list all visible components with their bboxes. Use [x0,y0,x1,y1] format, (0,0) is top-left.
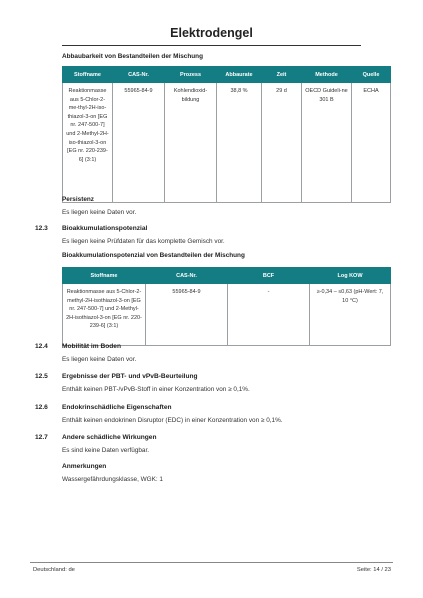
title-divider [62,45,361,46]
biodegradation-table [62,66,391,203]
column-header: Abbaurate [217,67,262,83]
other-effects-text: Es sind keine Daten verfügbar. [62,447,150,454]
logkow-cell: ≥-0,34 – ≤0,63 (pH-Wert: 7, 10 °C) [310,284,391,346]
column-header: Stoffname [63,268,146,284]
column-header: CAS-Nr. [113,67,165,83]
endocrine-text: Enthält keinen endokrinen Disruptor (EDC) in einer Konzentration von ≥ 0,1%. [62,417,283,424]
section-title-endocrine: Endokrinschädliche Eigenschaften [62,404,172,411]
substance-name-cell: Reaktionmasse aus 5-Chlor-2-me-thyl-2H-iso-thiazol-3-on [EG nr. 247-500-7] und 2-Methyl-2H-iso-thiazol-3-on [EG nr. 220-239-6] (3:1) [63,83,113,203]
footer-country: Deutschland: de [33,567,75,573]
bioaccumulation-text: Es liegen keine Prüfdaten für das komplette Gemisch vor. [62,238,225,245]
section-number: 12.6 [35,404,48,411]
cas-cell: 55965-84-9 [146,284,228,346]
column-header: Methode [302,67,352,83]
footer-divider [30,562,393,563]
column-header: CAS-Nr. [146,268,228,284]
column-header: Stoffname [63,67,113,83]
method-cell: OECD Guideli-ne 301 B [302,83,352,203]
column-header: Zeit [262,67,302,83]
table-header-row [63,268,391,284]
table-row [63,83,391,203]
process-cell: Kohlendioxid-bildung [165,83,217,203]
substance-name-cell: Reaktionmasse aus 5-Chlor-2-methyl-2H-isothiazol-3-on [EG nr. 247-500-7] und 2-Methyl-2H-isothiazol-3-on [EG nr. 220-239-6] (3:1) [63,284,146,346]
pbt-text: Enthält keinen PBT-/vPvB-Stoff in einer Konzentration von ≥ 0,1%. [62,386,250,393]
remarks-heading: Anmerkungen [62,463,107,470]
table-row [63,284,391,346]
page-number: Seite: 14 / 23 [356,567,391,573]
persistence-text: Es liegen keine Daten vor. [62,209,137,216]
table-header-row [63,67,391,83]
section-number: 12.4 [35,343,48,350]
remarks-text: Wassergefährdungsklasse, WGK: 1 [62,476,163,483]
section-number: 12.3 [35,225,48,232]
bioaccumulation-table [62,267,391,346]
source-cell: ECHA [352,83,391,203]
bcf-cell: - [228,284,310,346]
section-number: 12.7 [35,434,48,441]
biodegradation-heading: Abbaubarkeit von Bestandteilen der Mischung [62,53,203,60]
rate-cell: 38,8 % [217,83,262,203]
column-header: Log KOW [310,268,391,284]
mobility-text: Es liegen keine Daten vor. [62,356,137,363]
section-title-bioaccumulation: Bioakkumulationspotenzial [62,225,148,232]
cas-cell: 55965-84-9 [113,83,165,203]
column-header: BCF [228,268,310,284]
column-header: Prozess [165,67,217,83]
persistence-heading: Persistenz [62,196,94,203]
column-header: Quelle [352,67,391,83]
section-number: 12.5 [35,373,48,380]
bioaccumulation-table-heading: Bioakkumulationspotenzial von Bestandteilen der Mischung [62,252,245,259]
time-cell: 29 d [262,83,302,203]
section-title-mobility: Mobilität im Boden [62,343,121,350]
page-title: Elektrodengel [170,26,253,40]
section-title-other-effects: Andere schädliche Wirkungen [62,434,157,441]
section-title-pbt: Ergebnisse der PBT- und vPvB-Beurteilung [62,373,198,380]
